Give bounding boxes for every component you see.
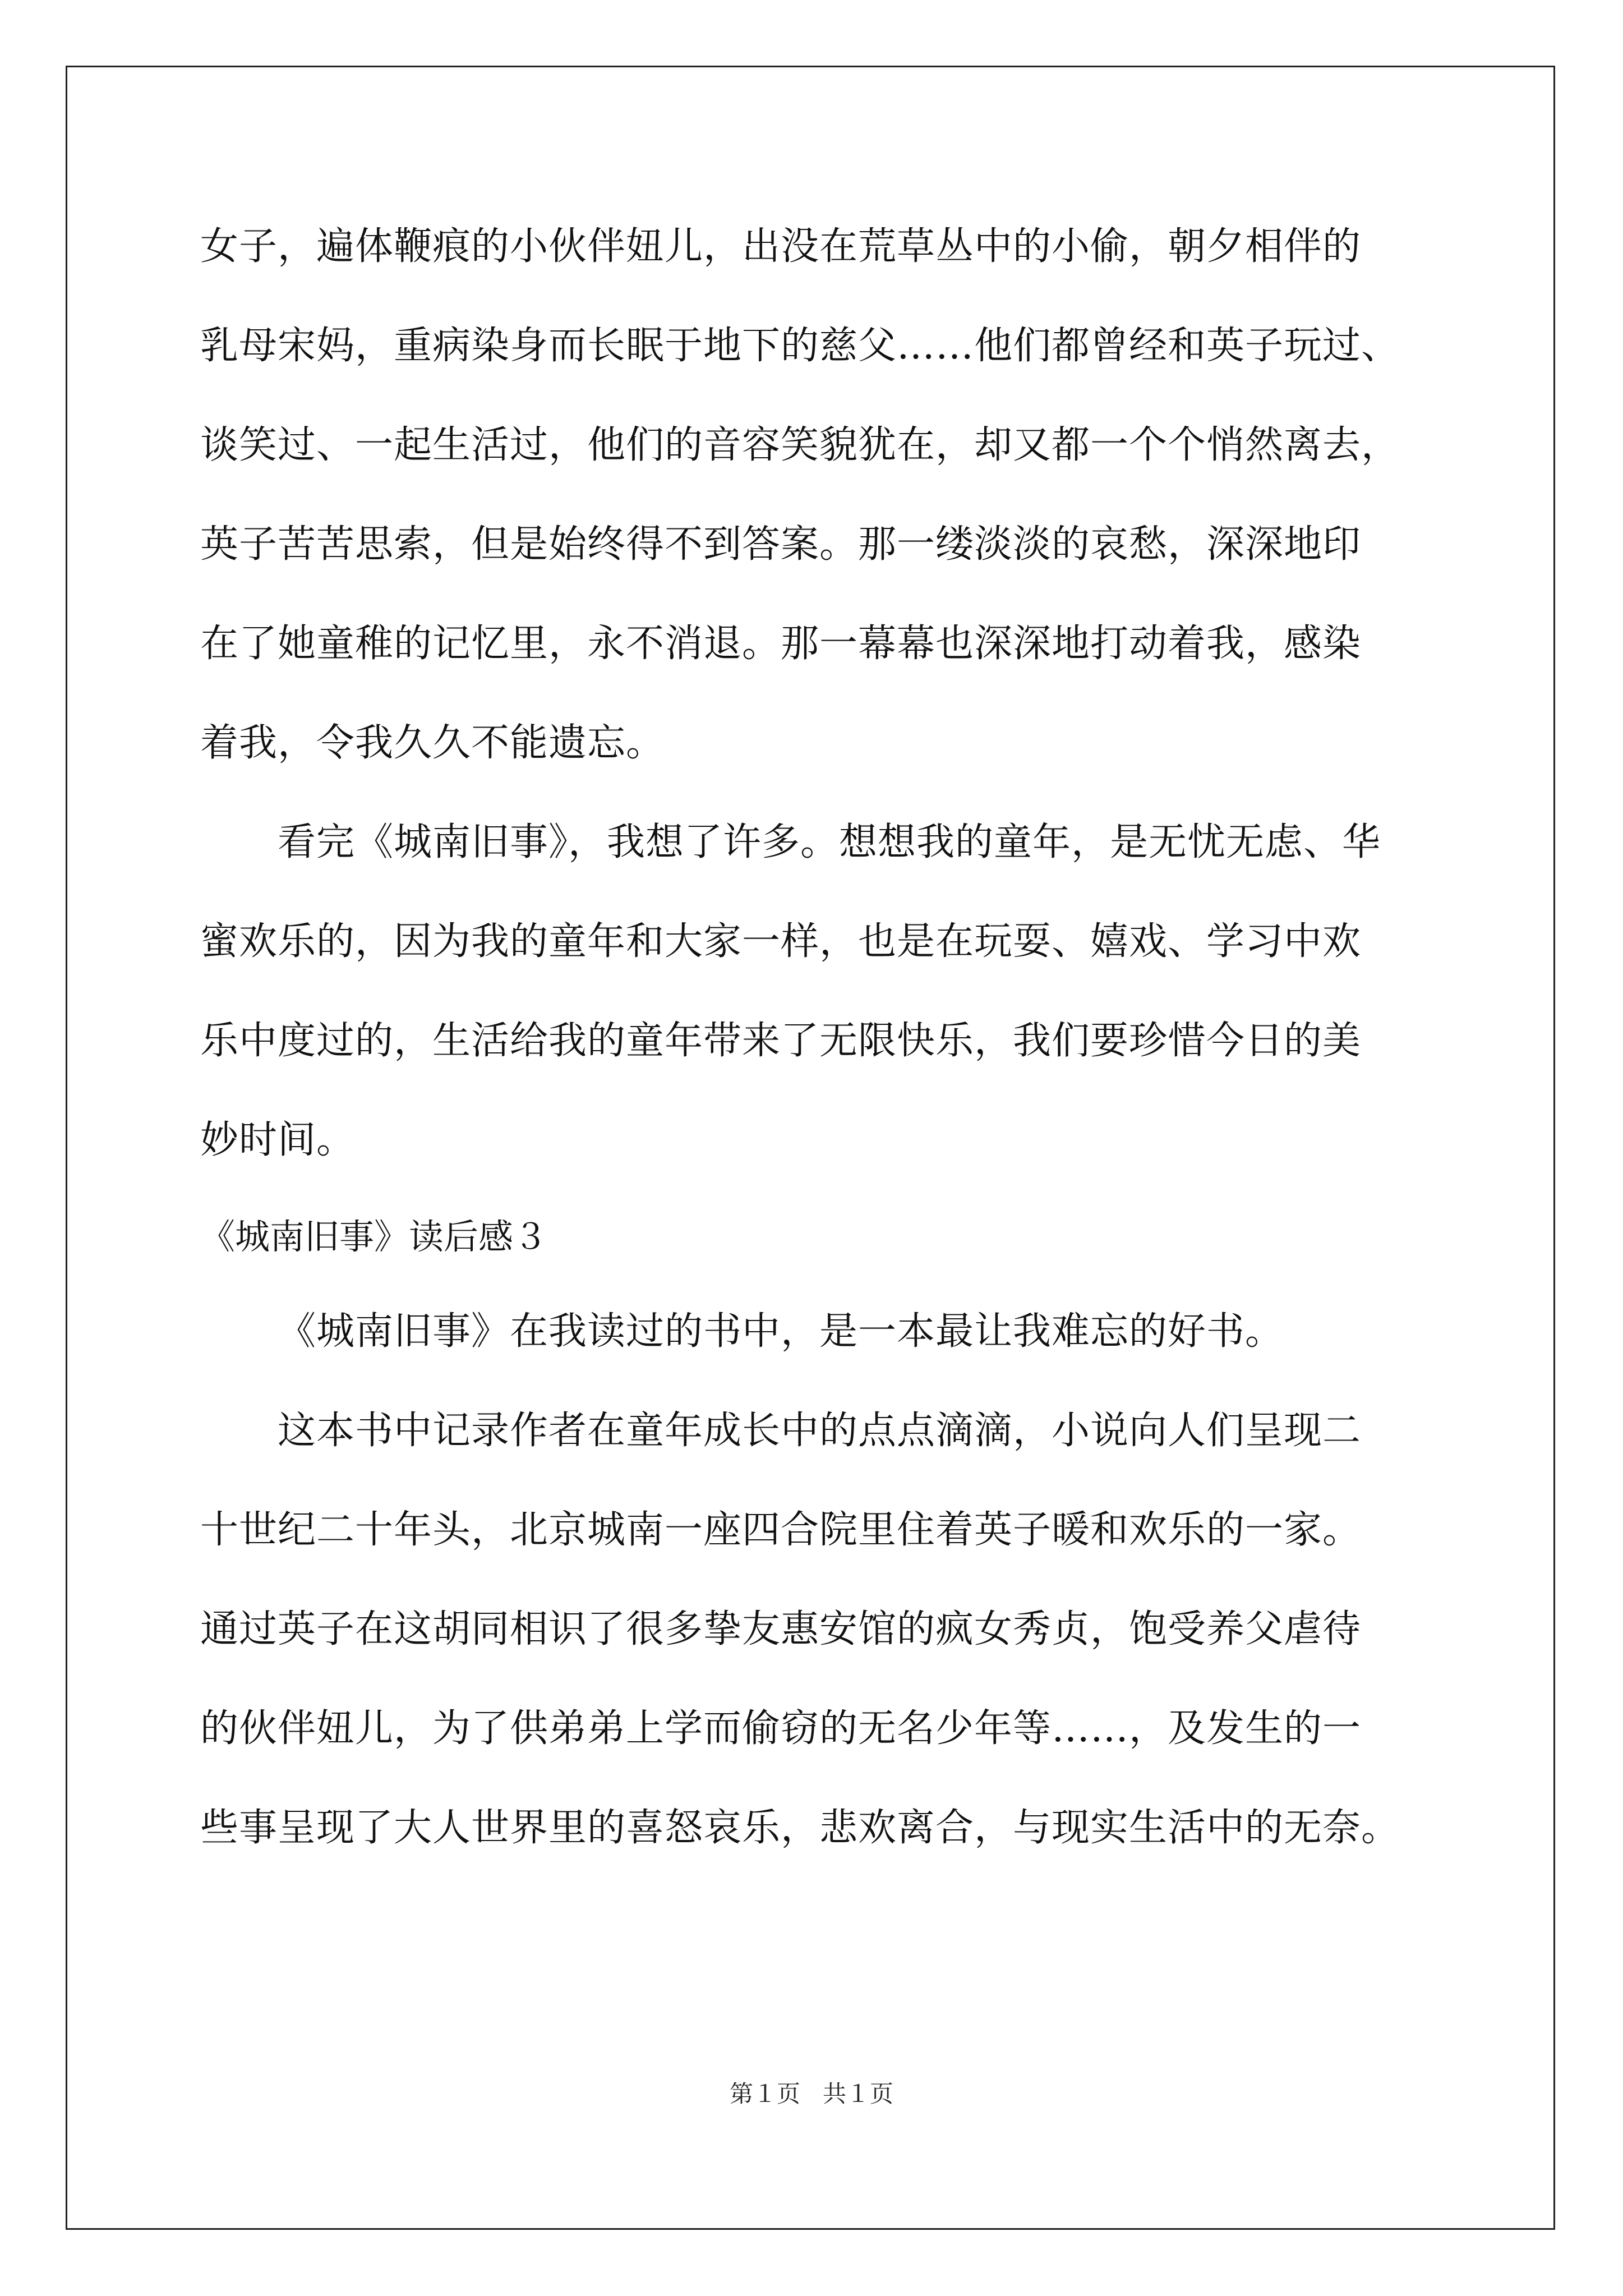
- text-line: 着我，令我久久不能遗忘。: [200, 721, 665, 765]
- text-line: 些事呈现了大人世界里的喜怒哀乐，悲欢离合，与现实生活中的无奈。: [200, 1806, 1400, 1850]
- text-line: 通过英子在这胡同相识了很多挚友惠安馆的疯女秀贞，饱受养父虐待: [200, 1607, 1362, 1651]
- text-line: 乐中度过的，生活给我的童年带来了无限快乐，我们要珍惜今日的美: [200, 1019, 1362, 1063]
- page-footer: [0, 2078, 1623, 2110]
- text-line: 在了她童稚的记忆里，永不消退。那一幕幕也深深地打动着我，感染: [200, 622, 1362, 666]
- text-line: 妙时间。: [200, 1118, 356, 1162]
- text-line: 这本书中记录作者在童年成长中的点点滴滴，小说向人们呈现二: [278, 1409, 1362, 1453]
- text-line: 看完《城南旧事》，我想了许多。想想我的童年，是无忧无虑、华: [278, 820, 1381, 864]
- text-line: 女子，遍体鞭痕的小伙伴妞儿，出没在荒草丛中的小偷，朝夕相伴的: [200, 224, 1362, 269]
- text-line: 乳母宋妈，重病染身而长眠于地下的慈父……他们都曾经和英子玩过、: [200, 324, 1400, 368]
- text-line: 十世纪二十年头，北京城南一座四合院里住着英子暖和欢乐的一家。: [200, 1508, 1362, 1552]
- page-total: 共１页: [823, 2080, 894, 2108]
- text-line: 蜜欢乐的，因为我的童年和大家一样，也是在玩耍、嬉戏、学习中欢: [200, 919, 1362, 964]
- text-line: 谈笑过、一起生活过，他们的音容笑貌犹在，却又都一个个悄然离去，: [200, 423, 1400, 467]
- page-number: 第１页: [729, 2080, 800, 2108]
- text-line: 英子苦苦思索，但是始终得不到答案。那一缕淡淡的哀愁，深深地印: [200, 522, 1362, 567]
- section-heading: 《城南旧事》读后感３: [200, 1216, 548, 1257]
- text-line: 的伙伴妞儿，为了供弟弟上学而偷窃的无名少年等……，及发生的一: [200, 1706, 1362, 1751]
- text-line: 《城南旧事》在我读过的书中，是一本最让我难忘的好书。: [278, 1309, 1284, 1354]
